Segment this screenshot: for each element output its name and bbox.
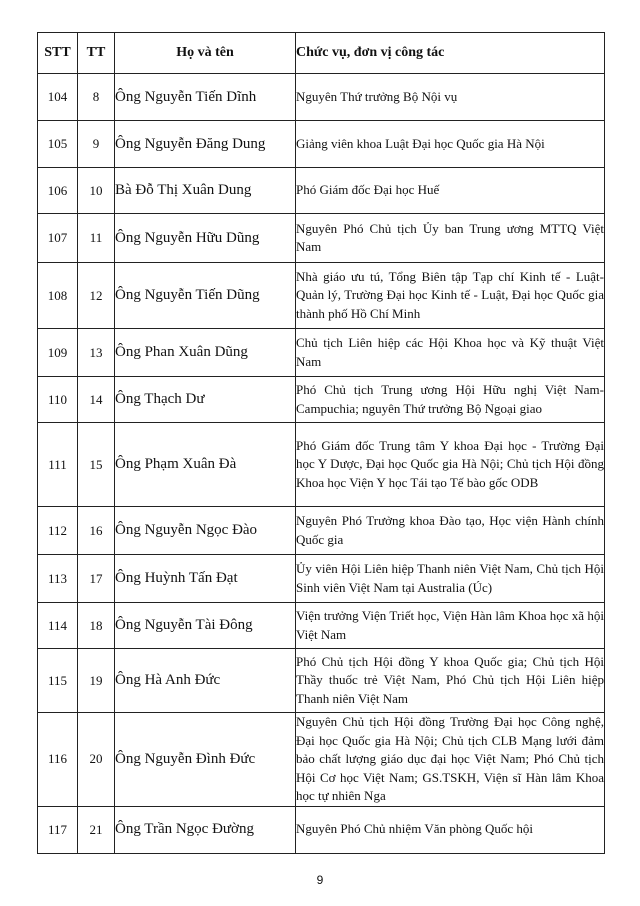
cell-tt: 21	[78, 806, 115, 853]
header-row	[38, 33, 605, 74]
cell-stt: 113	[38, 555, 78, 603]
table-row	[38, 649, 605, 713]
cell-tt: 11	[78, 214, 115, 263]
cell-role: Viện trưởng Viện Triết học, Viện Hàn lâm Khoa học xã hội Việt Nam	[296, 603, 605, 649]
cell-stt: 115	[38, 649, 78, 713]
table-row	[38, 214, 605, 263]
cell-name: Ông Nguyễn Tiến Dĩnh	[115, 74, 296, 121]
header-tt: TT	[78, 33, 115, 74]
cell-role: Nguyên Thứ trưởng Bộ Nội vụ	[296, 74, 605, 121]
table-row	[38, 121, 605, 168]
cell-stt: 107	[38, 214, 78, 263]
cell-stt: 108	[38, 263, 78, 329]
cell-tt: 17	[78, 555, 115, 603]
cell-name: Ông Nguyễn Tài Đông	[115, 603, 296, 649]
table-row	[38, 806, 605, 853]
table-row	[38, 377, 605, 423]
cell-role: Phó Chủ tịch Trung ương Hội Hữu nghị Việt Nam-Campuchia; nguyên Thứ trưởng Bộ Ngoại giao	[296, 377, 605, 423]
cell-role: Nguyên Phó Chủ tịch Ủy ban Trung ương MTTQ Việt Nam	[296, 214, 605, 263]
cell-tt: 12	[78, 263, 115, 329]
cell-stt: 104	[38, 74, 78, 121]
table-row	[38, 329, 605, 377]
table-row	[38, 168, 605, 214]
cell-tt: 10	[78, 168, 115, 214]
cell-name: Bà Đỗ Thị Xuân Dung	[115, 168, 296, 214]
table-row	[38, 555, 605, 603]
cell-stt: 112	[38, 507, 78, 555]
table-body	[38, 74, 605, 854]
page-number: 9	[316, 873, 324, 887]
table-row	[38, 74, 605, 121]
cell-name: Ông Thạch Dư	[115, 377, 296, 423]
cell-role: Nguyên Phó Trưởng khoa Đào tạo, Học viện Hành chính Quốc gia	[296, 507, 605, 555]
cell-tt: 9	[78, 121, 115, 168]
table-row	[38, 423, 605, 507]
cell-stt: 106	[38, 168, 78, 214]
header-stt: STT	[38, 33, 78, 74]
cell-role: Giảng viên khoa Luật Đại học Quốc gia Hà Nội	[296, 121, 605, 168]
cell-tt: 15	[78, 423, 115, 507]
members-table	[37, 32, 605, 854]
cell-name: Ông Nguyễn Đăng Dung	[115, 121, 296, 168]
table-row	[38, 713, 605, 807]
cell-role: Phó Giám đốc Đại học Huế	[296, 168, 605, 214]
cell-stt: 114	[38, 603, 78, 649]
cell-role: Phó Giám đốc Trung tâm Y khoa Đại học - Trường Đại học Y Dược, Đại học Quốc gia Hà Nội; Chủ tịch Hội đồng Khoa học Viện Y học Tái tạo Tế bào gốc ODB	[296, 423, 605, 507]
cell-stt: 110	[38, 377, 78, 423]
table-row	[38, 603, 605, 649]
cell-name: Ông Nguyễn Tiến Dũng	[115, 263, 296, 329]
cell-role: Phó Chủ tịch Hội đồng Y khoa Quốc gia; Chủ tịch Hội Thầy thuốc trẻ Việt Nam, Phó Chủ tịch Hội Liên hiệp Thanh niên Việt Nam	[296, 649, 605, 713]
cell-name: Ông Huỳnh Tấn Đạt	[115, 555, 296, 603]
cell-tt: 8	[78, 74, 115, 121]
header-role: Chức vụ, đơn vị công tác	[296, 33, 605, 74]
cell-role: Nguyên Chủ tịch Hội đồng Trường Đại học Công nghệ, Đại học Quốc gia Hà Nội; Chủ tịch CLB Mạng lưới đảm bảo chất lượng giáo dục đại học Việt Nam; Phó Chủ tịch Hội Cơ học Việt Nam; GS.TSKH, Viện sĩ Hàn lâm Khoa học tự nhiên Nga	[296, 713, 605, 807]
cell-tt: 16	[78, 507, 115, 555]
cell-stt: 116	[38, 713, 78, 807]
cell-tt: 14	[78, 377, 115, 423]
cell-tt: 20	[78, 713, 115, 807]
cell-stt: 109	[38, 329, 78, 377]
header-name: Họ và tên	[115, 33, 296, 74]
cell-role: Nguyên Phó Chủ nhiệm Văn phòng Quốc hội	[296, 806, 605, 853]
cell-tt: 13	[78, 329, 115, 377]
cell-name: Ông Phạm Xuân Đà	[115, 423, 296, 507]
table-row	[38, 507, 605, 555]
cell-name: Ông Trần Ngọc Đường	[115, 806, 296, 853]
cell-role: Nhà giáo ưu tú, Tổng Biên tập Tạp chí Kinh tế - Luật-Quản lý, Trường Đại học Kinh tế - Luật, Đại học Quốc gia thành phố Hồ Chí Minh	[296, 263, 605, 329]
cell-tt: 18	[78, 603, 115, 649]
cell-stt: 105	[38, 121, 78, 168]
cell-role: Chủ tịch Liên hiệp các Hội Khoa học và Kỹ thuật Việt Nam	[296, 329, 605, 377]
cell-tt: 19	[78, 649, 115, 713]
cell-name: Ông Phan Xuân Dũng	[115, 329, 296, 377]
cell-name: Ông Nguyễn Hữu Dũng	[115, 214, 296, 263]
cell-stt: 117	[38, 806, 78, 853]
cell-name: Ông Nguyễn Đình Đức	[115, 713, 296, 807]
cell-name: Ông Hà Anh Đức	[115, 649, 296, 713]
cell-name: Ông Nguyễn Ngọc Đào	[115, 507, 296, 555]
cell-stt: 111	[38, 423, 78, 507]
cell-role: Ủy viên Hội Liên hiệp Thanh niên Việt Nam, Chủ tịch Hội Sinh viên Việt Nam tại Australia (Úc)	[296, 555, 605, 603]
table-row	[38, 263, 605, 329]
